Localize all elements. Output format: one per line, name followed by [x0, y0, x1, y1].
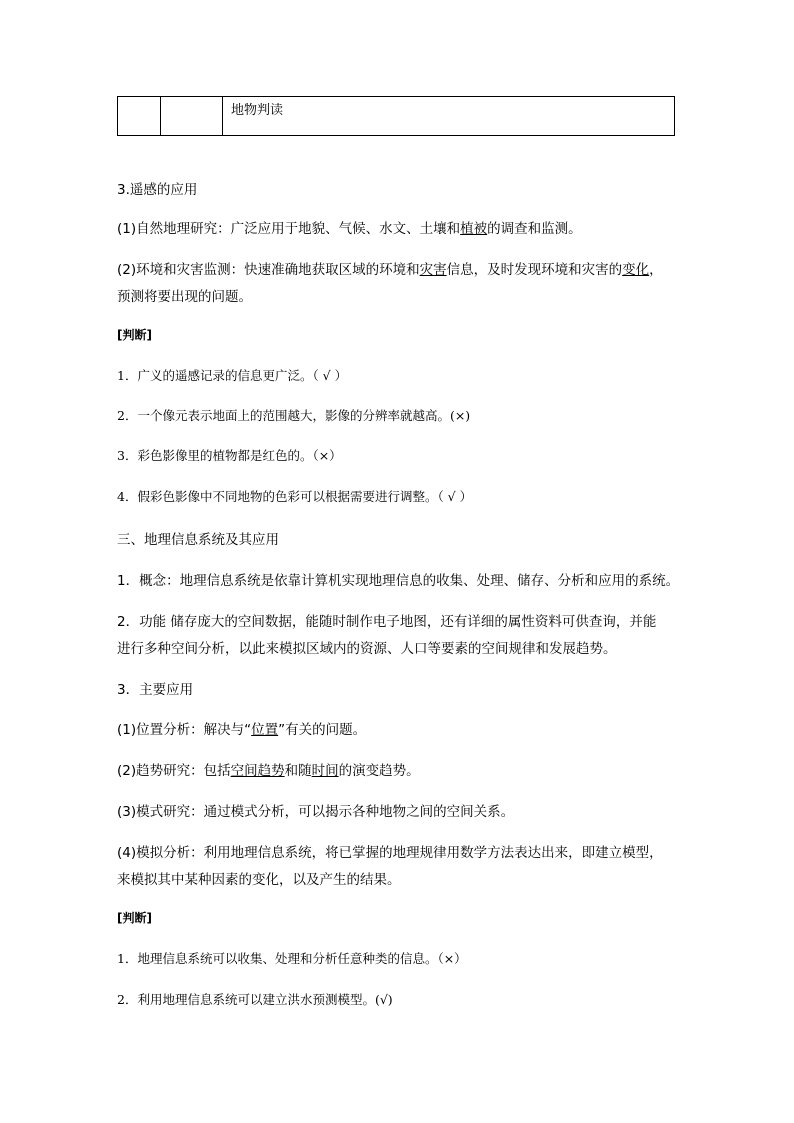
underlined-term: 植被	[460, 221, 488, 237]
text-run: ”有关的问题。	[278, 722, 367, 738]
text-run: ，	[649, 262, 663, 278]
judge-heading: [判断]	[117, 911, 152, 925]
text-run: (1)自然地理研究：广泛应用于地貌、气候、水文、土壤和	[117, 221, 461, 237]
paragraph-continuation: 进行多种空间分析，以此来模拟区域内的资源、人口等要素的空间规律和发展趋势。	[117, 641, 617, 657]
text-run: 和随	[284, 763, 312, 779]
table-cell-empty	[161, 97, 223, 135]
judge-item: 2．利用地理信息系统可以建立洪水预测模型。(√)	[117, 992, 393, 1007]
table-cell-empty	[118, 97, 161, 135]
text-run: 的调查和监测。	[487, 221, 582, 237]
judge-heading: [判断]	[117, 328, 152, 342]
underlined-term: 位置	[251, 722, 279, 738]
paragraph-continuation: 来模拟其中某种因素的变化，以及产生的结果。	[117, 872, 401, 888]
paragraph-continuation: 预测将要出现的问题。	[117, 289, 252, 305]
table-row	[117, 96, 675, 136]
judge-item: 3．彩色影像里的植物都是红色的。（×）	[117, 448, 342, 463]
judge-item: 2．一个像元表示地面上的范围越大，影像的分辨率就越高。(×)	[117, 408, 471, 423]
application-item	[117, 759, 682, 779]
text-run: (1)位置分析：解决与“	[117, 722, 252, 738]
underlined-term: 灾害	[419, 262, 447, 278]
judge-item: 1．广义的遥感记录的信息更广泛。（ √ ）	[117, 368, 348, 383]
paragraph-concept: 1．概念：地理信息系统是依靠计算机实现地理信息的收集、处理、储存、分析和应用的系统。	[117, 573, 680, 589]
underlined-term: 变化	[622, 262, 650, 278]
subsection-heading: 3．主要应用	[117, 682, 194, 698]
text-run: (2)环境和灾害监测：快速准确地获取区域的环境和	[117, 262, 420, 278]
judge-item: 4．假彩色影像中不同地物的色彩可以根据需要进行调整。（ √ ）	[117, 489, 473, 504]
application-item: (4)模拟分析：利用地理信息系统，将已掌握的地理规律用数学方法表达出来，即建立模型，	[117, 845, 663, 861]
text-run: (2)趋势研究：包括	[117, 763, 231, 779]
underlined-term: 时间	[311, 763, 339, 779]
application-item	[117, 718, 682, 738]
application-item: (3)模式研究：通过模式分析，可以揭示各种地物之间的空间关系。	[117, 804, 515, 820]
judge-item: 1．地理信息系统可以收集、处理和分析任意种类的信息。（×）	[117, 951, 467, 966]
table-cell-text: 地物判读	[231, 103, 284, 118]
paragraph-function: 2．功能 储存庞大的空间数据，能随时制作电子地图，还有详细的属性资料可供查询，并能	[117, 614, 657, 630]
section-heading: 3.遥感的应用	[117, 182, 198, 198]
section-heading: 三、地理信息系统及其应用	[117, 532, 279, 548]
paragraph-disaster-monitoring	[117, 258, 682, 278]
underlined-term: 空间趋势	[230, 763, 285, 779]
text-run: 信息，及时发现环境和灾害的	[446, 262, 623, 278]
paragraph-natural-geography	[117, 217, 682, 237]
text-run: 的演变趋势。	[338, 763, 420, 779]
